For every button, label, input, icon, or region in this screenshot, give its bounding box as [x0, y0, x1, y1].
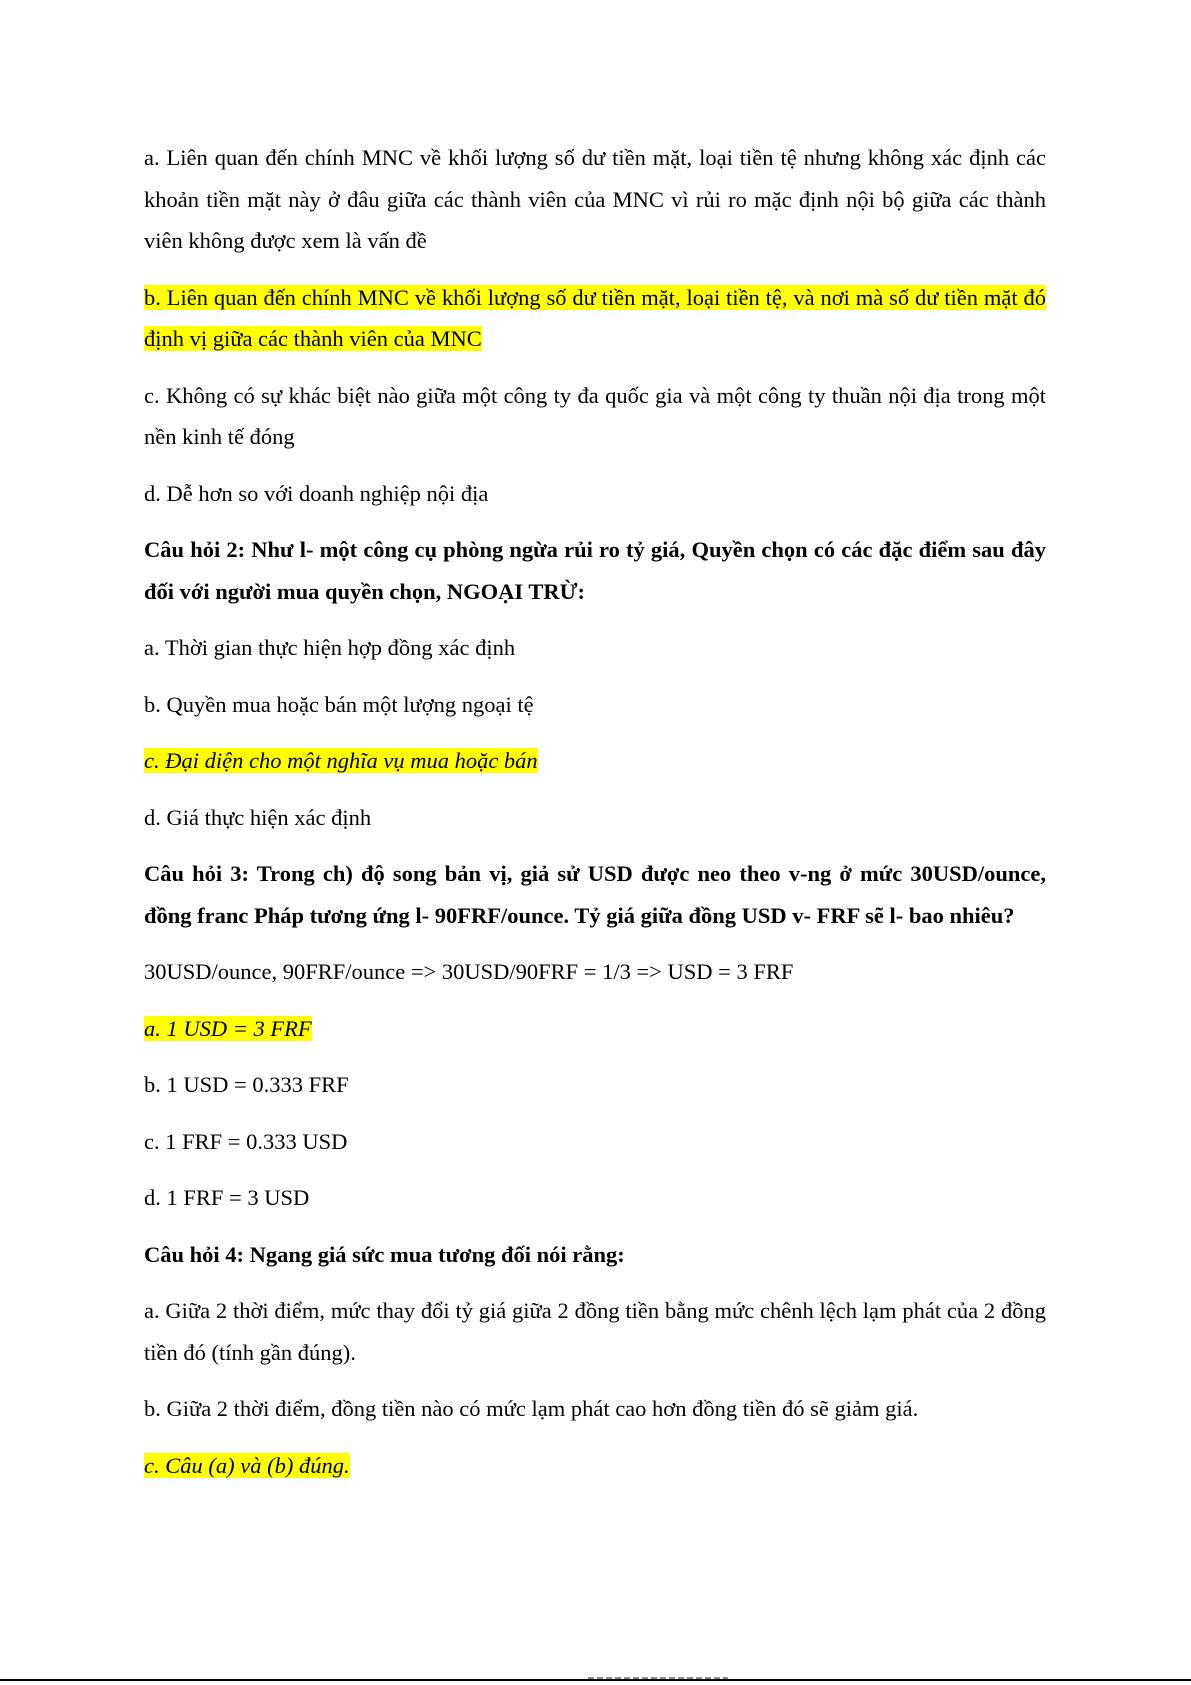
q3-option-a-text: a. 1 USD = 3 FRF: [144, 1015, 312, 1041]
q2-option-a: a. Thời gian thực hiện hợp đồng xác định: [144, 635, 516, 660]
q1-option-b-text: b. Liên quan đến chính MNC về khối lượng số dư tiền mặt, loại tiền tệ, và nơi mà số dư tiền mặt đó định vị giữa các thành viên của MNC: [144, 284, 1046, 351]
q1-option-d: d. Dễ hơn so với doanh nghiệp nội địa: [144, 480, 489, 506]
q4-option-a: a. Giữa 2 thời điểm, mức thay đổi tỷ giá giữa 2 đồng tiền bằng mức chênh lệch lạm phát của 2 đồng tiền đó (tính gần đúng).: [144, 1298, 1046, 1365]
document-body: [144, 137, 1046, 1501]
page-bottom-rule-mark: [588, 1677, 728, 1679]
q3-working: 30USD/ounce, 90FRF/ounce => 30USD/90FRF = 1/3 => USD = 3 FRF: [144, 959, 794, 984]
q3-option-b: b. 1 USD = 0.333 FRF: [144, 1072, 349, 1097]
q3-question: Câu hỏi 3: Trong ch) độ song bản vị, giả sử USD được neo theo v-ng ở mức 30USD/ounce, đồng franc Pháp tương ứng l- 90FRF/ounce. Tỷ giá giữa đồng USD v- FRF sẽ l- bao nhiêu?: [144, 861, 1046, 928]
q1-option-a: a. Liên quan đến chính MNC về khối lượng số dư tiền mặt, loại tiền tệ nhưng không xác định các khoản tiền mặt này ở đâu giữa các thành viên của MNC vì rủi ro mặc định nội bộ giữa các thành viên không được xem là vấn đề: [144, 145, 1046, 253]
page-bottom-rule: [0, 1679, 1191, 1681]
q2-option-c-highlighted: [144, 740, 1046, 782]
q2-option-d: d. Giá thực hiện xác định: [144, 804, 372, 830]
q3-option-c: c. 1 FRF = 0.333 USD: [144, 1128, 348, 1154]
q2-option-c-text: c. Đại diện cho một nghĩa vụ mua hoặc bán: [144, 748, 538, 773]
q1-option-c: c. Không có sự khác biệt nào giữa một công ty đa quốc gia và một công ty thuần nội địa trong một nền kinh tế đóng: [144, 382, 1046, 449]
q2-option-b: b. Quyền mua hoặc bán một lượng ngoại tệ: [144, 691, 534, 717]
q1-option-b-highlighted: [144, 277, 1046, 360]
q4-question: Câu hỏi 4: Ngang giá sức mua tương đối nói rằng:: [144, 1241, 625, 1267]
q3-option-a-highlighted: [144, 1008, 1046, 1050]
q2-question: Câu hỏi 2: Như l- một công cụ phòng ngừa rủi ro tỷ giá, Quyền chọn có các đặc điểm sau đây đối với người mua quyền chọn, NGOẠI TRỪ:: [144, 537, 1046, 604]
q4-option-c-text: c. Câu (a) và (b) đúng.: [144, 1452, 350, 1478]
q4-option-b: b. Giữa 2 thời điểm, đồng tiền nào có mức lạm phát cao hơn đồng tiền đó sẽ giảm giá.: [144, 1396, 919, 1421]
q3-option-d: d. 1 FRF = 3 USD: [144, 1185, 310, 1210]
q4-option-c-highlighted: [144, 1445, 1046, 1487]
